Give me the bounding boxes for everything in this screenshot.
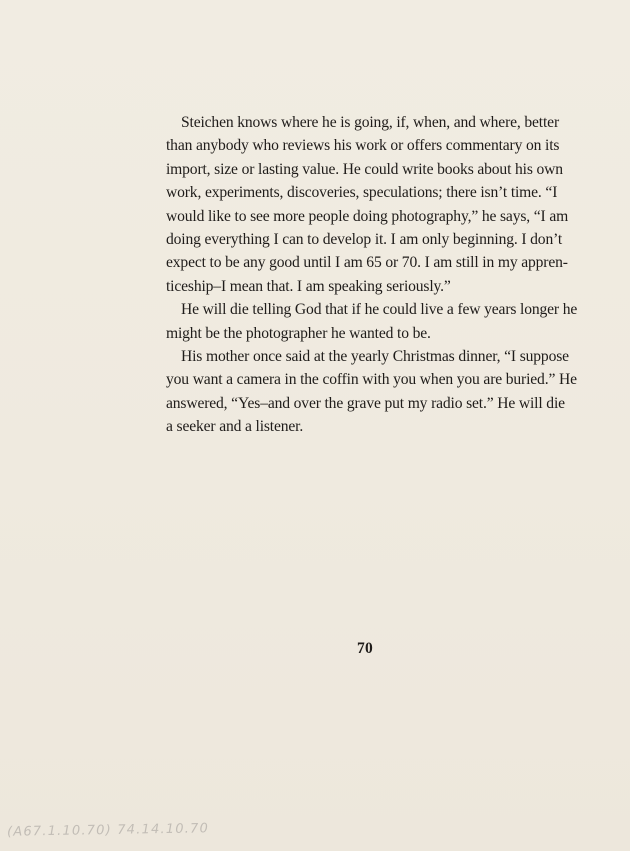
text-line: you want a camera in the coffin with you when you are buried.” He bbox=[166, 371, 577, 389]
text-line: His mother once said at the yearly Christmas dinner, “I suppose bbox=[181, 348, 569, 366]
body-text bbox=[166, 111, 578, 439]
text-line: would like to see more people doing photography,” he says, “I am bbox=[166, 207, 569, 225]
text-line: than anybody who reviews his work or offers commentary on its bbox=[166, 137, 560, 155]
text-line: import, size or lasting value. He could write books about his own bbox=[166, 160, 563, 178]
text-line: Steichen knows where he is going, if, when, and where, better bbox=[181, 114, 559, 131]
paragraph-1 bbox=[166, 111, 569, 298]
text-line: a seeker and a listener. bbox=[166, 418, 304, 436]
text-line: might be the photographer he wanted to be. bbox=[166, 324, 431, 342]
paragraph-2 bbox=[166, 298, 578, 345]
text-line: answered, “Yes–and over the grave put my radio set.” He will die bbox=[166, 394, 565, 412]
paragraph-3 bbox=[166, 345, 577, 439]
text-line: work, experiments, discoveries, speculations; there isn’t time. “I bbox=[166, 184, 558, 202]
pencil-accession-note: (A67.1.10.70) 74.14.10.70 bbox=[6, 821, 210, 840]
text-line: ticeship–I mean that. I am speaking seriously.” bbox=[166, 277, 451, 295]
page-number: 70 bbox=[357, 640, 373, 657]
text-line: He will die telling God that if he could live a few years longer he bbox=[181, 301, 578, 319]
text-line: expect to be any good until I am 65 or 70. I am still in my appren- bbox=[166, 254, 568, 272]
text-line: doing everything I can to develop it. I am only beginning. I don’t bbox=[166, 231, 563, 249]
